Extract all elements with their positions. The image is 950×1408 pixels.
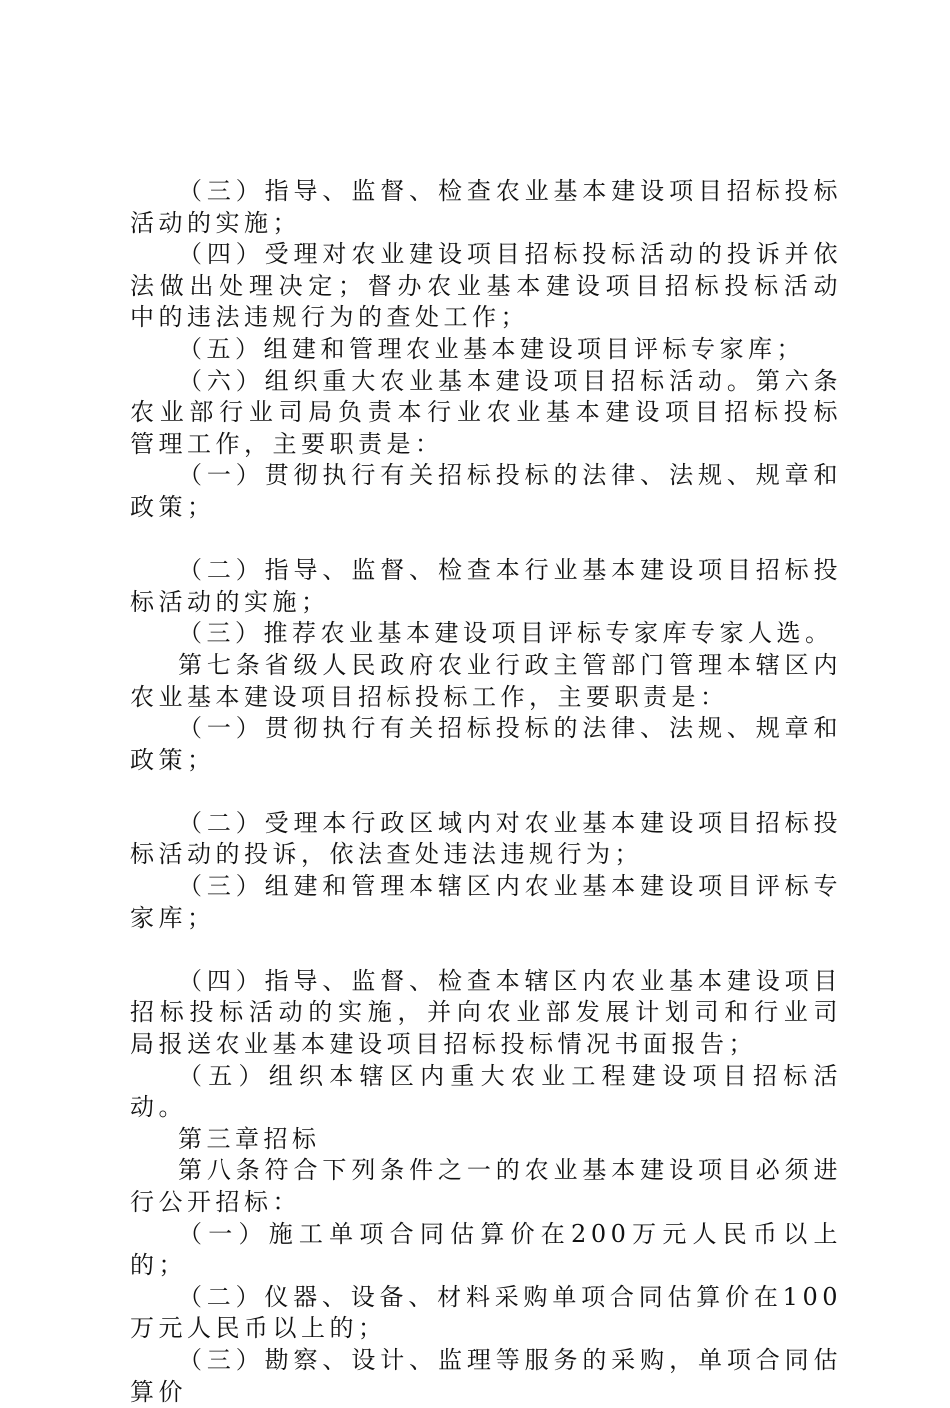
paragraph-9: （一）贯彻执行有关招标投标的法律、法规、规章和政策； — [130, 714, 842, 774]
paragraph-16: （一）施工单项合同估算价在200万元人民币以上的； — [130, 1219, 842, 1280]
paragraph-17: （二）仪器、设备、材料采购单项合同估算价在100万元人民币以上的； — [130, 1282, 842, 1343]
paragraph-2: （四）受理对农业建设项目招标投标活动的投诉并依法做出处理决定；督办农业基本建设项目招标投标活动中的违法违规行为的查处工作； — [130, 240, 842, 332]
paragraph-3: （五）组建和管理农业基本建设项目评标专家库； — [178, 334, 805, 363]
paragraph-4: （六）组织重大农业基本建设项目招标活动。第六条农业部行业司局负责本行业农业基本建设项目招标投标管理工作，主要职责是： — [130, 366, 842, 458]
paragraph-11: （三）组建和管理本辖区内农业基本建设项目评标专家库； — [130, 872, 842, 932]
chapter-heading: 第三章招标 — [178, 1124, 321, 1153]
paragraph-15: 第八条符合下列条件之一的农业基本建设项目必须进行公开招标： — [130, 1156, 842, 1216]
paragraph-7: （三）推荐农业基本建设项目评标专家库专家人选。 — [178, 619, 834, 648]
paragraph-6: （二）指导、监督、检查本行业基本建设项目招标投标活动的实施； — [130, 556, 842, 616]
paragraph-5: （一）贯彻执行有关招标投标的法律、法规、规章和政策； — [130, 461, 842, 521]
document-body — [130, 176, 842, 1408]
paragraph-1: （三）指导、监督、检查农业基本建设项目招标投标活动的实施； — [130, 177, 842, 237]
paragraph-13: （五）组织本辖区内重大农业工程建设项目招标活动。 — [130, 1061, 842, 1122]
paragraph-12: （四）指导、监督、检查本辖区内农业基本建设项目招标投标活动的实施，并向农业部发展计划司和行业司局报送农业基本建设项目招标投标情况书面报告； — [130, 966, 842, 1059]
paragraph-10: （二）受理本行政区域内对农业基本建设项目招标投标活动的投诉，依法查处违法违规行为； — [130, 808, 842, 869]
paragraph-8: 第七条省级人民政府农业行政主管部门管理本辖区内农业基本建设项目招标投标工作，主要职责是： — [130, 650, 842, 711]
paragraph-18: （三）勘察、设计、监理等服务的采购，单项合同估算价 — [130, 1345, 842, 1406]
